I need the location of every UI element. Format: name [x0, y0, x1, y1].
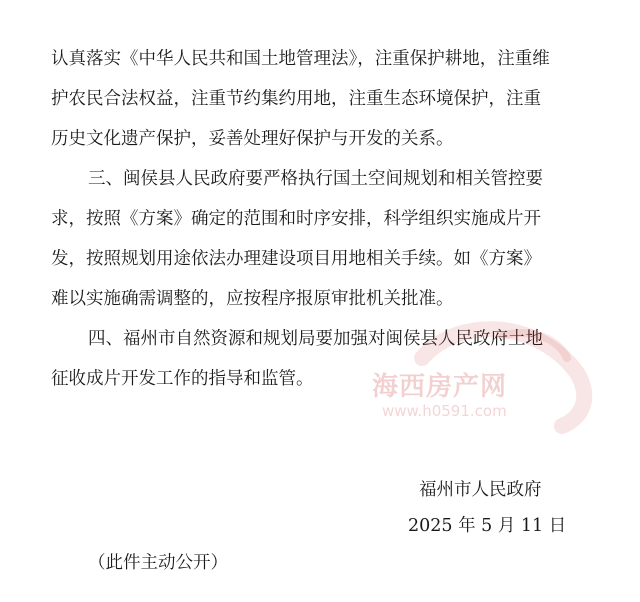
- paragraph-line: 难以实施确需调整的，应按程序报原审批机关批准。: [51, 289, 454, 309]
- watermark-text: 海西房产网: [372, 372, 508, 402]
- paragraph-line: 求，按照《方案》确定的范围和时序安排，科学组织实施成片开: [51, 209, 541, 229]
- issue-date: 2025 年 5 月 11 日: [408, 516, 567, 536]
- paragraph-line: 发，按照规划用途依法办理建设项目用地相关手续。如《方案》: [51, 249, 541, 269]
- paragraph-line: 三、闽侯县人民政府要严格执行国土空间规划和相关管控要: [88, 169, 543, 189]
- issuer-name: 福州市人民政府: [419, 480, 542, 500]
- paragraph-line: 护农民合法权益，注重节约集约用地，注重生态环境保护，注重: [51, 89, 541, 109]
- paragraph-line: 征收成片开发工作的指导和监管。: [51, 369, 314, 389]
- paragraph-line: 四、福州市自然资源和规划局要加强对闽侯县人民政府土地: [88, 329, 543, 349]
- paragraph-line: 历史文化遗产保护，妥善处理好保护与开发的关系。: [51, 129, 454, 149]
- watermark-url: www.h0591.com: [382, 402, 507, 420]
- disclosure-note: （此件主动公开）: [88, 553, 228, 573]
- paragraph-line: 认真落实《中华人民共和国土地管理法》，注重保护耕地，注重维: [51, 49, 550, 69]
